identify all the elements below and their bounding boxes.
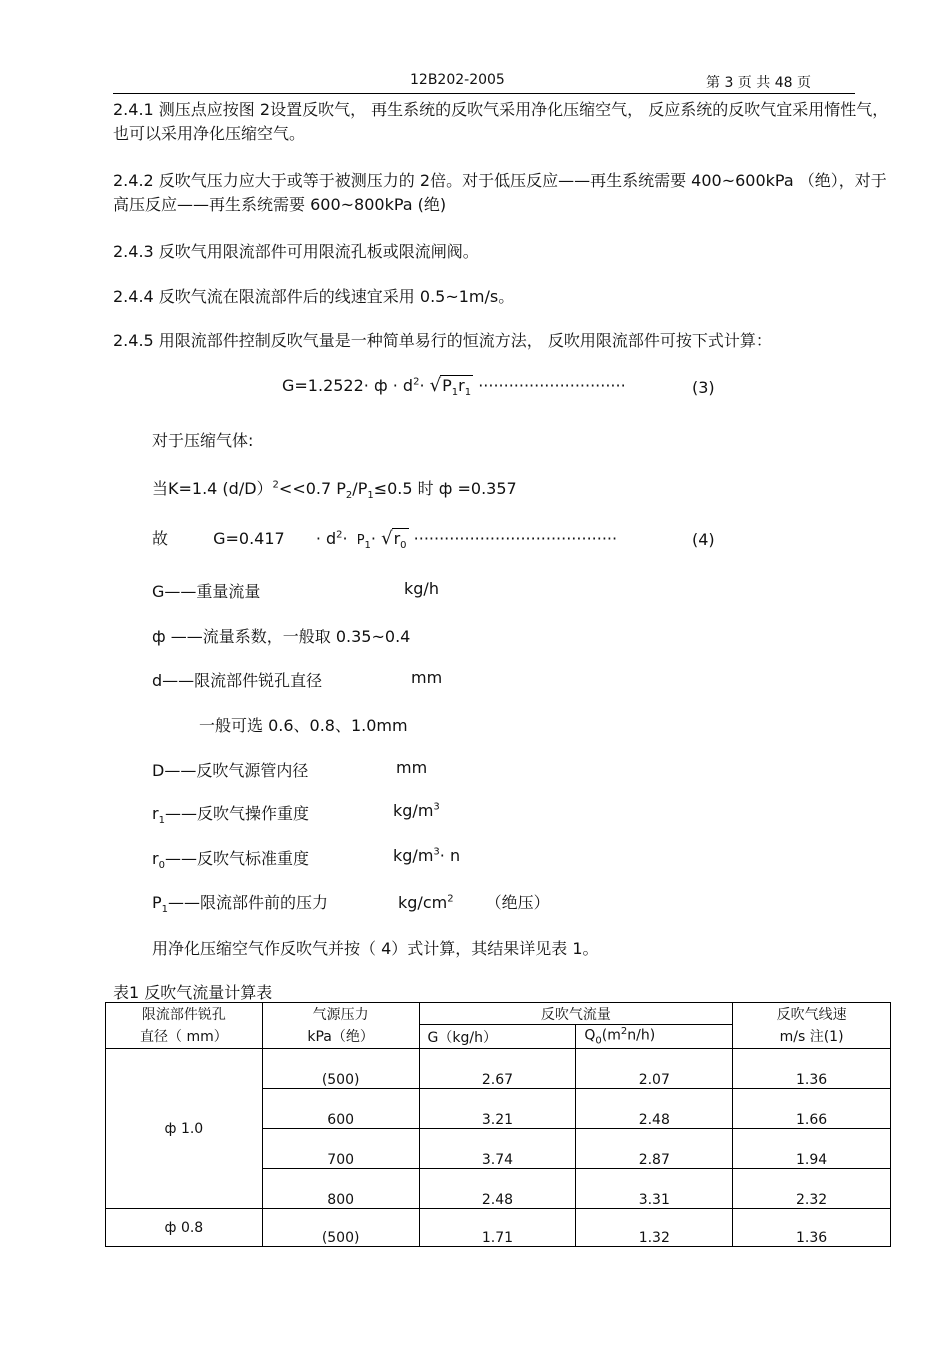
cell-g: 1.71 bbox=[419, 1209, 576, 1247]
compressed-gas-label: 对于压缩气体: bbox=[152, 431, 254, 450]
radicand: $P_1r_1$ bbox=[442, 376, 472, 399]
cell-p: 800 bbox=[262, 1169, 419, 1209]
cell-p: (500) bbox=[262, 1209, 419, 1247]
def-d-unit: mm bbox=[411, 668, 443, 687]
cell-q: 2.87 bbox=[576, 1129, 733, 1169]
formula-4: 故 $G=0.417 \cdot d^2\cdot P_1\cdot √r_0$ ········································ bbox=[152, 528, 618, 552]
cell-v: 1.36 bbox=[733, 1209, 891, 1247]
def-G: G——重量流量 bbox=[152, 582, 261, 601]
cell-p: (500) bbox=[262, 1049, 419, 1089]
para-2-4-2: 2.4.2 反吹气压力应大于或等于被测压力的 2倍。对于低压反应——再生系统需要 400~600kPa （绝），对于高压反应——再生系统需要 600~800kPa (绝) bbox=[113, 171, 887, 214]
def-G-unit: kg/h bbox=[404, 579, 439, 598]
def-r0-unit: $kg/m^3\cdot n$ bbox=[393, 846, 461, 865]
th-flow: 反吹气流量 bbox=[419, 1003, 733, 1025]
def-P1: $P_1——$限流部件前的压力 bbox=[152, 893, 329, 916]
def-r0: $r_0——$反吹气标准重度 bbox=[152, 849, 309, 872]
cell-q: 2.48 bbox=[576, 1089, 733, 1129]
th-Q: $Q_0(m^2n/h)$ bbox=[576, 1025, 733, 1049]
th-orifice: 限流部件锐孔 直径（ mm） bbox=[106, 1003, 263, 1049]
cell-p: 600 bbox=[262, 1089, 419, 1129]
formula-3-number: (3) bbox=[692, 378, 715, 397]
cell-orifice: ф 1.0 bbox=[106, 1049, 263, 1209]
cell-g: 3.74 bbox=[419, 1129, 576, 1169]
cell-orifice: ф 0.8 bbox=[106, 1209, 263, 1247]
conclusion: 用净化压缩空气作反吹气并按（ 4）式计算，其结果详见表 1。 bbox=[152, 939, 599, 958]
def-r1: $r_1——$反吹气操作重度 bbox=[152, 804, 309, 827]
table-row bbox=[106, 1209, 891, 1247]
table-row bbox=[106, 1049, 891, 1089]
cell-q: 3.31 bbox=[576, 1169, 733, 1209]
flow-table bbox=[105, 1002, 891, 1247]
table-caption: 表1 反吹气流量计算表 bbox=[113, 983, 273, 1002]
def-D: D——反吹气源管内径 bbox=[152, 761, 309, 780]
def-d: d——限流部件锐孔直径 bbox=[152, 671, 323, 690]
cell-g: 3.21 bbox=[419, 1089, 576, 1129]
def-r1-unit: $kg/m^3$ bbox=[393, 801, 440, 820]
page-number: 第 3 页 共 48 页 bbox=[706, 75, 811, 91]
para-2-4-3: 2.4.3 反吹气用限流部件可用限流孔板或限流闸阀。 bbox=[113, 242, 479, 261]
formula-4-number: (4) bbox=[692, 530, 715, 549]
cell-v: 1.66 bbox=[733, 1089, 891, 1129]
doc-code: 12B202-2005 bbox=[410, 72, 505, 88]
cell-q: 2.07 bbox=[576, 1049, 733, 1089]
cell-q: 1.32 bbox=[576, 1209, 733, 1247]
header-rule bbox=[113, 93, 855, 94]
formula-3: $G=1.2522\cdot ф \cdot d^2\cdot √P_1r_1$ ····························· bbox=[282, 375, 626, 399]
para-2-4-5: 2.4.5 用限流部件控制反吹气量是一种简单易行的恒流方法， 反吹用限流部件可按下式计算： bbox=[113, 331, 772, 350]
cell-g: 2.67 bbox=[419, 1049, 576, 1089]
cell-v: 1.36 bbox=[733, 1049, 891, 1089]
def-phi: ф ——流量系数，一般取 0.35~0.4 bbox=[152, 627, 411, 646]
def-D-unit: mm bbox=[396, 758, 428, 777]
th-velocity: 反吹气线速 m/s 注(1) bbox=[733, 1003, 891, 1049]
para-2-4-1: 2.4.1 测压点应按图 2设置反吹气， 再生系统的反吹气采用净化压缩空气， 反应系统的反吹气宜采用惰性气，也可以采用净化压缩空气。 bbox=[113, 100, 889, 143]
para-2-4-4: 2.4.4 反吹气流在限流部件后的线速宜采用 0.5~1m/s。 bbox=[113, 287, 515, 306]
def-P1-unit: $kg/cm^2$ （绝压） bbox=[398, 893, 550, 912]
condition-line: 当K=1.4 (d/D）$^2$<<0.7 $P_2/P_1\le 0.5$ 时 ф =0.357 bbox=[152, 479, 517, 502]
cell-g: 2.48 bbox=[419, 1169, 576, 1209]
cell-p: 700 bbox=[262, 1129, 419, 1169]
th-G: G（kg/h） bbox=[419, 1025, 576, 1049]
th-pressure: 气源压力 kPa（绝） bbox=[262, 1003, 419, 1049]
cell-v: 2.32 bbox=[733, 1169, 891, 1209]
def-d-note: 一般可选 0.6、0.8、1.0mm bbox=[199, 716, 408, 735]
cell-v: 1.94 bbox=[733, 1129, 891, 1169]
